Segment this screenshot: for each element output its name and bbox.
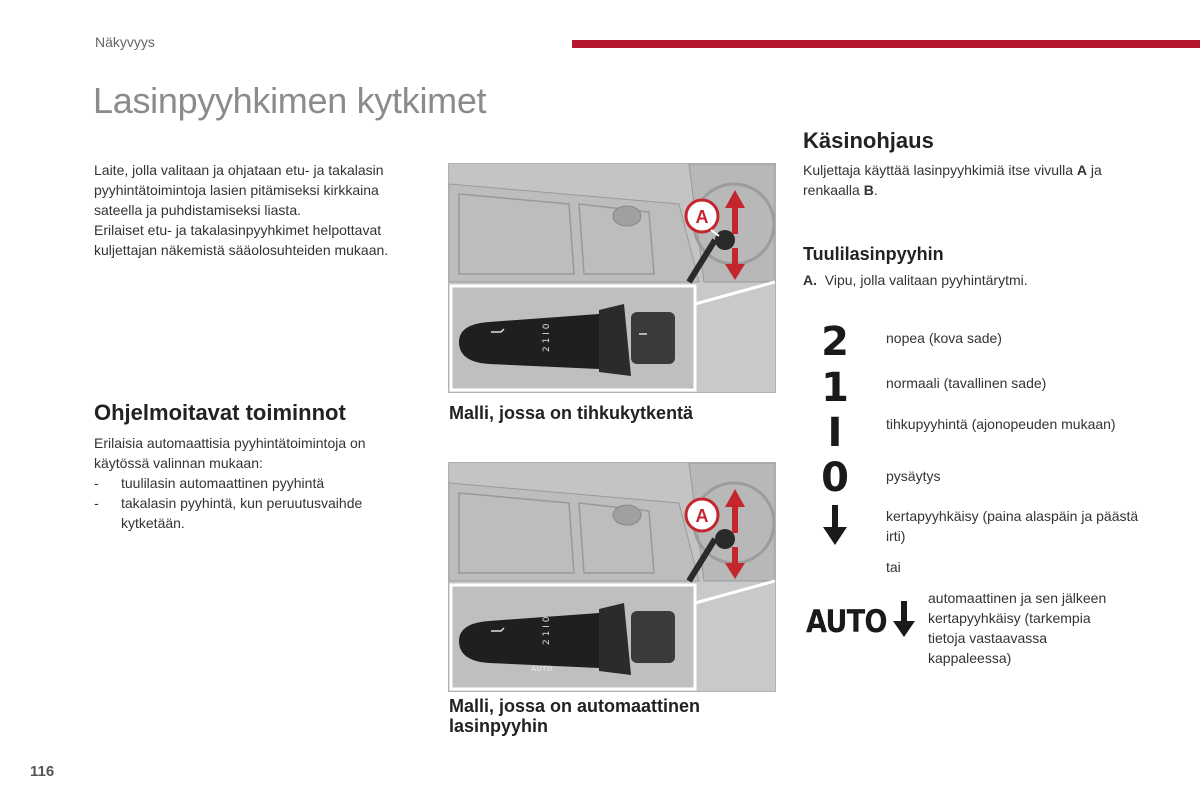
mode-text-off: pysäytys [886, 468, 941, 484]
mode-text-intermittent: tihkupyyhintä (ajonopeuden mukaan) [886, 416, 1116, 432]
list-item [94, 493, 414, 533]
or-text: tai [886, 559, 901, 575]
wiper-stalk-figure-2 [448, 462, 776, 692]
intro-text [94, 160, 429, 260]
auto-symbol: AUTO [806, 604, 887, 640]
manual-text-1: Kuljettaja käyttää lasinpyyhkimiä itse vivulla [803, 162, 1077, 178]
mode-symbol-intermittent: I [827, 410, 843, 456]
auto-down-arrow-icon [892, 601, 916, 639]
wiper-stalk-illustration-2 [449, 463, 775, 691]
section-label: Näkyvyys [95, 34, 155, 50]
windscreen-wiper-title: Tuulilasinpyyhin [803, 244, 944, 264]
lever-a-label: A. [803, 272, 817, 288]
manual-text-2: ja renkaalla [803, 162, 1102, 198]
programmable-intro: Erilaisia automaattisia pyyhintätoimintoja on käytössä valinnan mukaan: [94, 435, 366, 471]
lever-a-text: Vipu, jolla valitaan pyyhintärytmi. [824, 272, 1028, 288]
stalk-positions: 2 1 I 0 [542, 323, 552, 352]
mode-text-auto: automaattinen ja sen jälkeen kertapyyhkäisy (tarkempia tietoja vastaavassa kappaleessa) [928, 590, 1107, 666]
callout-a: A [695, 207, 709, 227]
page-number: 116 [30, 763, 55, 780]
programmable-list [94, 473, 414, 533]
mode-symbol-off: 0 [821, 455, 849, 501]
manual-text-end: . [873, 182, 878, 198]
figure-2-caption: Malli, jossa on automaattinen lasinpyyhin [449, 696, 701, 736]
manual-control-text [803, 160, 1143, 200]
callout-a: A [695, 506, 709, 526]
manual-control-title: Käsinohjaus [803, 128, 934, 153]
list-item-text: takalasin pyyhintä, kun peruutusvaihde kytketään. [121, 495, 363, 531]
intro-paragraph-1: Laite, jolla valitaan ja ohjataan etu- ja takalasin pyyhintätoimintoja lasien pitämiseksi kirkkaina sateella ja puhdistamiseksi liasta. [94, 162, 384, 218]
figure-1-caption: Malli, jossa on tihkukytkentä [449, 403, 694, 423]
mode-text-single-wipe: kertapyyhkäisy (paina alaspäin ja päästä irti) [886, 508, 1139, 544]
list-dash: - [94, 475, 99, 491]
list-item-text: tuulilasin automaattinen pyyhintä [121, 475, 325, 491]
mode-text-normal: normaali (tavallinen sade) [886, 375, 1047, 391]
programmable-text [94, 433, 414, 533]
page-title: Lasinpyyhkimen kytkimet [93, 80, 487, 121]
mode-symbol-normal: 1 [821, 365, 849, 411]
header-accent-bar [572, 40, 1200, 48]
intro-paragraph-2: Erilaiset etu- ja takalasinpyyhkimet helpottavat kuljettajan näkemistä sääolosuhteiden mukaan. [94, 222, 389, 258]
manual-ring-label: B [863, 182, 874, 198]
list-item [94, 473, 414, 493]
mode-text-fast: nopea (kova sade) [886, 330, 1002, 346]
wiper-stalk-figure-1 [448, 163, 776, 393]
list-dash: - [94, 495, 99, 511]
stalk-auto-label: AUTO [531, 665, 553, 673]
mode-symbol-fast: 2 [821, 319, 849, 365]
lever-a-description [803, 272, 1028, 288]
manual-lever-label: A [1076, 162, 1088, 178]
down-arrow-icon [822, 505, 848, 547]
stalk-positions: 2 1 I 0 [542, 616, 552, 645]
wiper-stalk-illustration-1 [449, 164, 775, 392]
programmable-title: Ohjelmoitavat toiminnot [94, 400, 346, 425]
